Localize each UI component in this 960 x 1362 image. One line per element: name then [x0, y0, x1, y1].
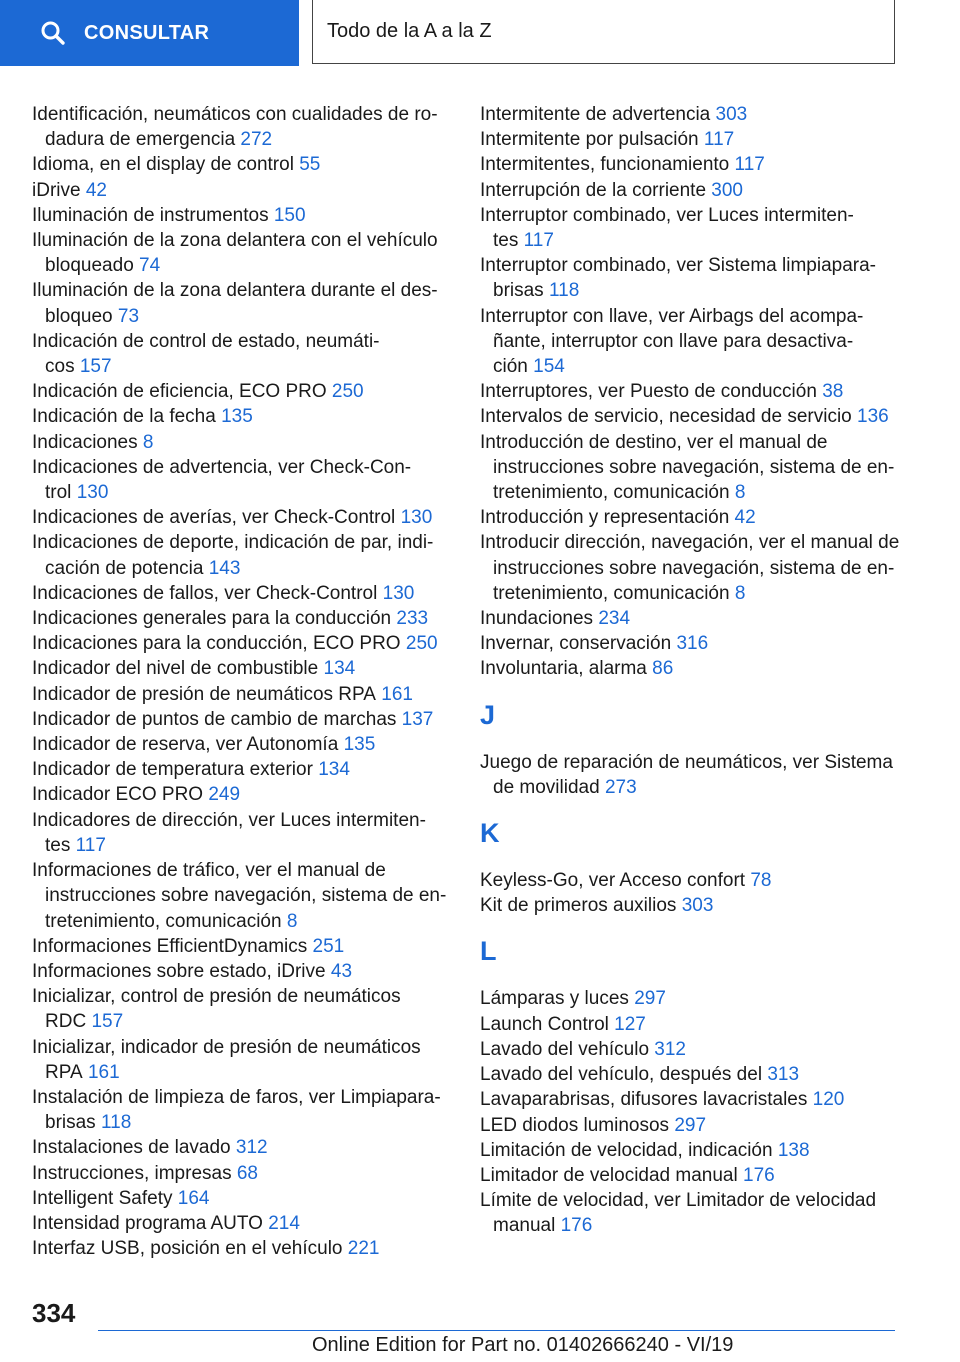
index-entry: [480, 606, 900, 631]
page-link[interactable]: 250: [331, 381, 364, 403]
entry-text: Intermitentes, funcionamiento: [480, 154, 730, 176]
page-link[interactable]: 136: [857, 406, 889, 428]
entry-text: Indicador ECO PRO: [32, 784, 204, 806]
index-entry: [32, 934, 450, 959]
index-entry: [32, 404, 450, 429]
entry-text: Lavaparabrisas, difusores lavacristales: [480, 1089, 808, 1111]
page-link[interactable]: 303: [681, 895, 714, 917]
entry-text: Identificación, neumáticos con cualidades de ro‐: [32, 104, 438, 125]
entry-text: Interrupción de la corriente: [480, 179, 707, 201]
header: [0, 0, 960, 66]
entry-text: Informaciones EfficientDynamics: [32, 935, 308, 957]
page-link[interactable]: 43: [330, 960, 353, 982]
entry-text: tretenimiento, comunicación: [493, 482, 730, 504]
entry-text: tes: [493, 230, 519, 252]
entry-text: Indicador de presión de neumáticos RPA: [32, 683, 376, 705]
entry-text: Indicación de control de estado, neumáti‐: [32, 330, 380, 352]
page-link[interactable]: 117: [523, 230, 554, 252]
index-entry: [32, 631, 450, 656]
page-link[interactable]: 164: [177, 1187, 210, 1209]
page-link[interactable]: 134: [323, 658, 356, 680]
entry-text: bloqueo: [45, 305, 113, 327]
index-entry: [32, 707, 450, 732]
entry-text: Launch Control: [480, 1013, 609, 1035]
index-entry: [480, 430, 900, 506]
index-entry: [32, 858, 450, 934]
page-link[interactable]: 117: [734, 154, 765, 176]
index-entry: [480, 530, 900, 606]
entry-text: Invernar, conservación: [480, 633, 672, 655]
consult-tab[interactable]: [0, 0, 299, 66]
index-entry: [32, 1186, 450, 1211]
page-link[interactable]: 68: [236, 1162, 258, 1184]
footer-divider: [98, 1330, 895, 1331]
entry-text: Indicador de reserva, ver Autonomía: [32, 734, 339, 756]
index-entry: [32, 984, 450, 1034]
entry-text: Indicador de puntos de cambio de marchas: [32, 708, 397, 730]
page-link[interactable]: 130: [400, 507, 433, 529]
page-number: 334: [32, 1298, 76, 1328]
page-link[interactable]: 120: [812, 1089, 845, 1111]
page-link[interactable]: 312: [654, 1038, 686, 1060]
entry-text: Lámparas y luces: [480, 988, 629, 1010]
page-link[interactable]: 134: [318, 759, 350, 781]
entry-text: instrucciones sobre navegación, sistema de en‐: [45, 885, 447, 907]
index-entry: [480, 1062, 900, 1087]
index-entry: [480, 178, 900, 203]
entry-text: Indicaciones de fallos, ver Check-Control: [32, 582, 378, 604]
entry-text: Introducción de destino, ver el manual de: [480, 431, 828, 453]
index-entry: [480, 1087, 900, 1112]
index-entry: [480, 750, 900, 800]
index-entry: [32, 379, 450, 404]
page-link[interactable]: 250: [405, 633, 438, 655]
entry-text: Lavado del vehículo, después del: [480, 1064, 763, 1086]
page-link[interactable]: 233: [396, 608, 429, 630]
index-entry: [480, 1113, 900, 1138]
entry-text: Instrucciones, impresas: [32, 1162, 232, 1184]
entry-text: Intermitente por pulsación: [480, 129, 699, 151]
index-entry: [480, 1012, 900, 1037]
entry-text: Indicador del nivel de combustible: [32, 658, 319, 680]
index-entry: [32, 606, 450, 631]
index-entry: [480, 404, 900, 429]
page-link[interactable]: 8: [142, 431, 154, 453]
entry-text: Interruptor combinado, ver Luces intermiten‐: [480, 204, 854, 226]
entry-text: ción: [493, 356, 528, 378]
entry-text: Intermitente de advertencia: [480, 104, 711, 125]
entry-text: brisas: [493, 280, 544, 302]
index-entry: [480, 102, 900, 127]
entry-text: Iluminación de la zona delantera con el vehículo: [32, 230, 438, 252]
entry-text: Indicación de eficiencia, ECO PRO: [32, 381, 327, 403]
search-icon: [40, 20, 66, 46]
entry-text: Informaciones de tráfico, ver el manual de: [32, 860, 386, 882]
topic-title-box: [312, 0, 895, 64]
entry-text: Keyless-Go, ver Acceso confort: [480, 870, 746, 892]
index-entry: [32, 102, 450, 152]
index-entry: [480, 1163, 900, 1188]
entry-text: Inicializar, indicador de presión de neumáticos: [32, 1036, 421, 1058]
index-group-j: [480, 750, 900, 800]
entry-text: Idioma, en el display de control: [32, 154, 294, 176]
page-link[interactable]: 127: [614, 1013, 646, 1035]
page-link[interactable]: 135: [343, 734, 376, 756]
index-entry: [480, 868, 900, 893]
index-entry: [32, 656, 450, 681]
entry-text: Indicaciones de deporte, indicación de par, indi‐: [32, 532, 434, 554]
index-entry: [32, 505, 450, 530]
page-link[interactable]: 176: [560, 1215, 593, 1237]
edition-footer: Online Edition for Part no. 01402666240 - VI/19: [312, 1334, 734, 1356]
consult-label: CONSULTAR: [84, 21, 210, 44]
entry-text: Limitador de velocidad manual: [480, 1164, 738, 1186]
index-entry: [32, 1211, 450, 1236]
page-link[interactable]: 42: [85, 179, 107, 201]
topic-title: Todo de la A a la Z: [327, 20, 492, 42]
page-link[interactable]: 135: [221, 406, 253, 428]
page-link[interactable]: 137: [401, 708, 434, 730]
entry-text: Indicadores de dirección, ver Luces intermiten‐: [32, 809, 426, 831]
entry-text: Introducción y representación: [480, 507, 730, 529]
entry-text: Indicaciones de averías, ver Check-Control: [32, 507, 396, 529]
page-link[interactable]: 78: [750, 870, 772, 892]
entry-text: Indicaciones para la conducción, ECO PRO: [32, 633, 401, 655]
index-group-l: [480, 986, 900, 1238]
page-link[interactable]: 143: [208, 557, 241, 579]
entry-text: tes: [45, 834, 71, 856]
index-entry: [480, 1138, 900, 1163]
page-link[interactable]: 86: [652, 658, 674, 680]
page-link[interactable]: 249: [208, 784, 241, 806]
page-link[interactable]: 313: [767, 1064, 800, 1086]
page-link[interactable]: 118: [548, 280, 580, 302]
page-link[interactable]: 300: [711, 179, 743, 201]
page-link[interactable]: 130: [76, 482, 109, 504]
page-link[interactable]: 138: [777, 1139, 810, 1161]
entry-text: Indicaciones: [32, 431, 138, 453]
index-entry: [480, 152, 900, 177]
page-link[interactable]: 161: [87, 1061, 120, 1083]
page-link[interactable]: 316: [676, 633, 709, 655]
page-link[interactable]: 8: [734, 582, 746, 604]
index-entry: [32, 278, 450, 328]
index-entry: [32, 430, 450, 455]
entry-text: instrucciones sobre navegación, sistema de en‐: [493, 557, 895, 579]
index-entry: [32, 732, 450, 757]
entry-text: Juego de reparación de neumáticos, ver Sistema: [480, 751, 893, 773]
page-link[interactable]: 161: [381, 683, 413, 705]
index-entry: [480, 986, 900, 1011]
entry-text: RPA: [45, 1061, 83, 1083]
entry-text: Interfaz USB, posición en el vehículo: [32, 1238, 343, 1260]
entry-text: Iluminación de la zona delantera durante el des‐: [32, 280, 438, 302]
section-letter-j: J: [480, 699, 496, 730]
index-entry: [480, 631, 900, 656]
index-entry: [32, 228, 450, 278]
index-entry: [480, 893, 900, 918]
entry-text: Límite de velocidad, ver Limitador de velocidad: [480, 1190, 877, 1212]
index-entry: [32, 581, 450, 606]
page-link[interactable]: 118: [100, 1112, 132, 1134]
entry-text: tretenimiento, comunicación: [45, 910, 282, 932]
entry-text: brisas: [45, 1112, 96, 1134]
page-link[interactable]: 42: [734, 507, 756, 529]
index-entry: [32, 808, 450, 858]
page-link[interactable]: 150: [273, 204, 306, 226]
page-link[interactable]: 176: [743, 1164, 775, 1186]
index-entry: [32, 1135, 450, 1160]
index-entry: [32, 959, 450, 984]
page-link[interactable]: 273: [604, 776, 637, 798]
index-entry: [480, 505, 900, 530]
page-link[interactable]: 251: [312, 935, 345, 957]
entry-text: de movilidad: [493, 776, 600, 798]
entry-text: tretenimiento, comunicación: [493, 582, 730, 604]
index-entry: [480, 1188, 900, 1238]
entry-text: bloqueado: [45, 255, 134, 277]
page-link[interactable]: 157: [91, 1011, 124, 1033]
index-entry: [32, 178, 450, 203]
page-link[interactable]: 297: [674, 1114, 707, 1136]
entry-text: Informaciones sobre estado, iDrive: [32, 960, 326, 982]
section-letter-k: K: [480, 818, 500, 849]
page-link[interactable]: 73: [117, 305, 140, 327]
entry-text: Kit de primeros auxilios: [480, 895, 677, 917]
page-link[interactable]: 157: [79, 356, 112, 378]
entry-text: Introducir dirección, navegación, ver el manual de: [480, 532, 900, 554]
page-link[interactable]: 130: [382, 582, 415, 604]
index-entry: [32, 782, 450, 807]
entry-text: Involuntaria, alarma: [480, 658, 647, 680]
page-link[interactable]: 154: [533, 356, 565, 378]
entry-text: ñante, interruptor con llave para desactiva‐: [493, 330, 854, 352]
page-link[interactable]: 312: [235, 1137, 268, 1159]
index-column-right: [480, 102, 900, 1239]
entry-text: trol: [45, 482, 72, 504]
entry-text: iDrive: [32, 179, 81, 201]
entry-text: Intensidad programa AUTO: [32, 1212, 263, 1234]
entry-text: Indicaciones generales para la conducción: [32, 608, 392, 630]
entry-text: Interruptor con llave, ver Airbags del acompa‐: [480, 305, 864, 327]
index-group-i: [480, 102, 900, 682]
page-link[interactable]: 8: [286, 910, 298, 932]
entry-text: Inicializar, control de presión de neumáticos: [32, 986, 401, 1008]
entry-text: LED diodos luminosos: [480, 1114, 670, 1136]
entry-text: Limitación de velocidad, indicación: [480, 1139, 773, 1161]
page-link[interactable]: 38: [822, 381, 844, 403]
entry-text: Interruptores, ver Puesto de conducción: [480, 381, 817, 403]
entry-text: RDC: [45, 1011, 87, 1033]
entry-text: Indicaciones de advertencia, ver Check-Con‐: [32, 456, 412, 478]
page-link[interactable]: 297: [634, 988, 666, 1010]
entry-text: Indicación de la fecha: [32, 406, 216, 428]
index-entry: [32, 530, 450, 580]
page-link[interactable]: 234: [598, 608, 631, 630]
entry-text: instrucciones sobre navegación, sistema de en‐: [493, 456, 895, 478]
index-entry: [32, 152, 450, 177]
page-link[interactable]: 272: [240, 129, 273, 151]
page-link[interactable]: 55: [299, 154, 321, 176]
entry-text: manual: [493, 1215, 556, 1237]
entry-text: Intervalos de servicio, necesidad de servicio: [480, 406, 852, 428]
page-link[interactable]: 214: [268, 1212, 300, 1234]
index-entry: [480, 304, 900, 380]
entry-text: Intelligent Safety: [32, 1187, 173, 1209]
entry-text: Interruptor combinado, ver Sistema limpiapara‐: [480, 255, 877, 277]
page-link[interactable]: 74: [139, 255, 161, 277]
index-entry: [480, 656, 900, 681]
entry-text: cos: [45, 356, 75, 378]
entry-text: Iluminación de instrumentos: [32, 204, 269, 226]
index-entry: [32, 1236, 450, 1261]
index-entry: [32, 682, 450, 707]
index-entry: [480, 203, 900, 253]
section-letter-l: L: [480, 936, 497, 967]
entry-text: dadura de emergencia: [45, 129, 236, 151]
index-entry: [32, 329, 450, 379]
index-entry: [32, 1161, 450, 1186]
entry-text: Instalaciones de lavado: [32, 1137, 231, 1159]
page-link[interactable]: 303: [715, 104, 748, 125]
page-link[interactable]: 221: [347, 1238, 380, 1260]
index-entry: [480, 379, 900, 404]
page-link[interactable]: 117: [703, 129, 735, 151]
entry-text: Lavado del vehículo: [480, 1038, 650, 1060]
entry-text: Indicador de temperatura exterior: [32, 759, 313, 781]
index-group-k: [480, 868, 900, 918]
page-link[interactable]: 117: [75, 834, 106, 856]
index-entry: [32, 455, 450, 505]
entry-text: Instalación de limpieza de faros, ver Limpiapara‐: [32, 1086, 441, 1108]
entry-text: Inundaciones: [480, 608, 594, 630]
index-entry: [32, 1085, 450, 1135]
page-link[interactable]: 8: [734, 482, 746, 504]
index-entry: [32, 203, 450, 228]
index-entry: [480, 1037, 900, 1062]
index-entry: [480, 253, 900, 303]
index-column-left: [32, 102, 450, 1261]
index-entry: [32, 757, 450, 782]
entry-text: cación de potencia: [45, 557, 204, 579]
index-entry: [480, 127, 900, 152]
index-entry: [32, 1035, 450, 1085]
